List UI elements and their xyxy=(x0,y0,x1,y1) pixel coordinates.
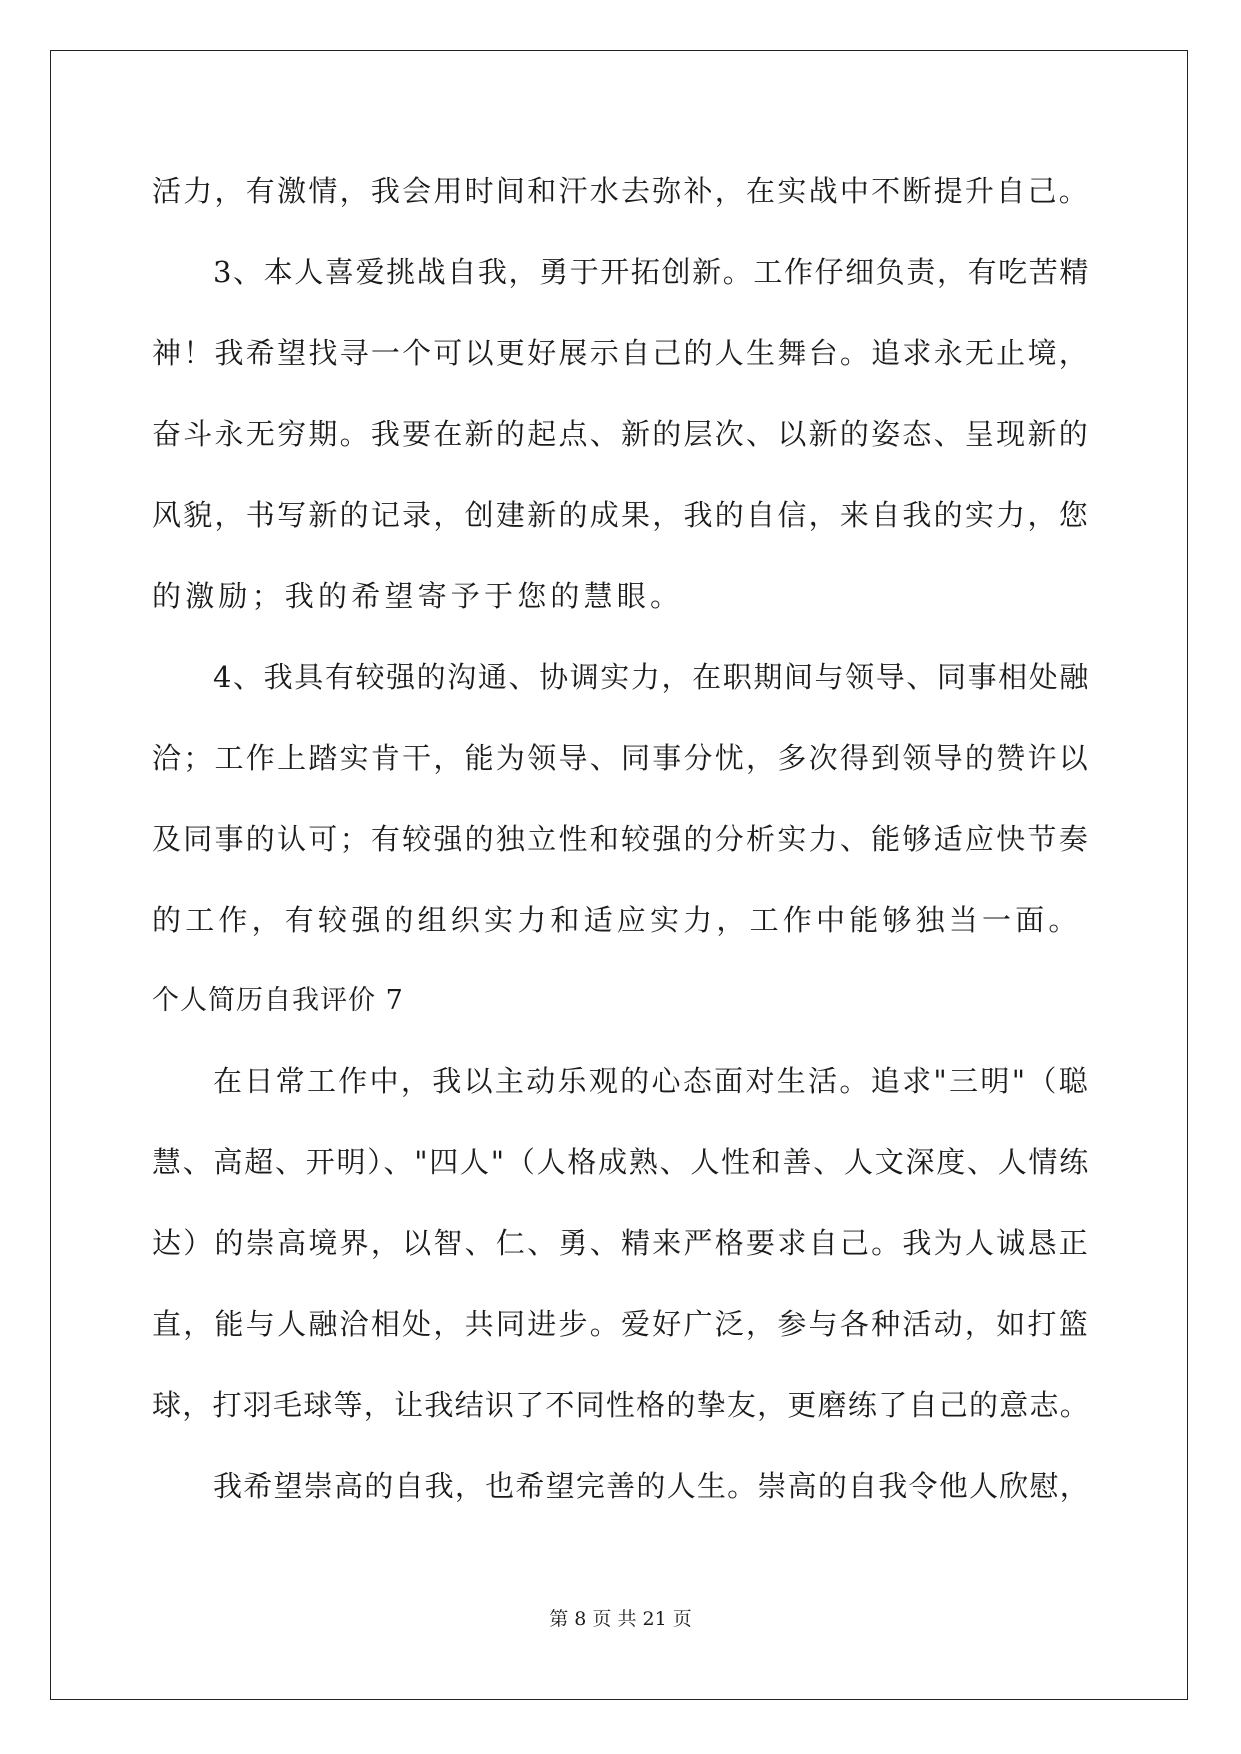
text-line: 直，能与人融洽相处，共同进步。爱好广泛，参与各种活动，如打篮 xyxy=(152,1307,1090,1341)
text-line: 在日常工作中，我以主动乐观的心态面对生活。追求"三明"（聪 xyxy=(213,1064,1090,1098)
page-number-footer: 第 8 页 共 21 页 xyxy=(549,1608,692,1630)
text-line: 奋斗永无穷期。我要在新的起点、新的层次、以新的姿态、呈现新的 xyxy=(152,417,1090,451)
text-line: 慧、高超、开明）、"四人"（人格成熟、人性和善、人文深度、人情练 xyxy=(152,1145,1090,1179)
section-heading: 个人简历自我评价 7 xyxy=(152,985,404,1016)
text-line: 的工作，有较强的组织实力和适应实力，工作中能够独当一面。 xyxy=(152,903,1082,937)
text-line: 的激励；我的希望寄予于您的慧眼。 xyxy=(152,579,684,613)
text-line: 洽；工作上踏实肯干，能为领导、同事分忧，多次得到领导的赞许以 xyxy=(152,741,1090,775)
text-line: 风貌，书写新的记录，创建新的成果，我的自信，来自我的实力，您 xyxy=(152,498,1090,532)
text-line: 3、本人喜爱挑战自我，勇于开拓创新。工作仔细负责，有吃苦精 xyxy=(213,255,1090,289)
page-border xyxy=(50,50,1188,1700)
text-line: 及同事的认可；有较强的独立性和较强的分析实力、能够适应快节奏 xyxy=(152,822,1090,856)
text-line: 神！我希望找寻一个可以更好展示自己的人生舞台。追求永无止境， xyxy=(152,336,1090,370)
text-line: 我希望崇高的自我，也希望完善的人生。崇高的自我令他人欣慰， xyxy=(213,1469,1090,1503)
text-line: 达）的崇高境界，以智、仁、勇、精来严格要求自己。我为人诚恳正 xyxy=(152,1226,1090,1260)
text-line: 球，打羽毛球等，让我结识了不同性格的挚友，更磨练了自己的意志。 xyxy=(152,1388,1090,1422)
text-line: 4、我具有较强的沟通、协调实力，在职期间与领导、同事相处融 xyxy=(213,660,1090,694)
text-line: 活力，有激情，我会用时间和汗水去弥补，在实战中不断提升自己。 xyxy=(152,174,1090,208)
